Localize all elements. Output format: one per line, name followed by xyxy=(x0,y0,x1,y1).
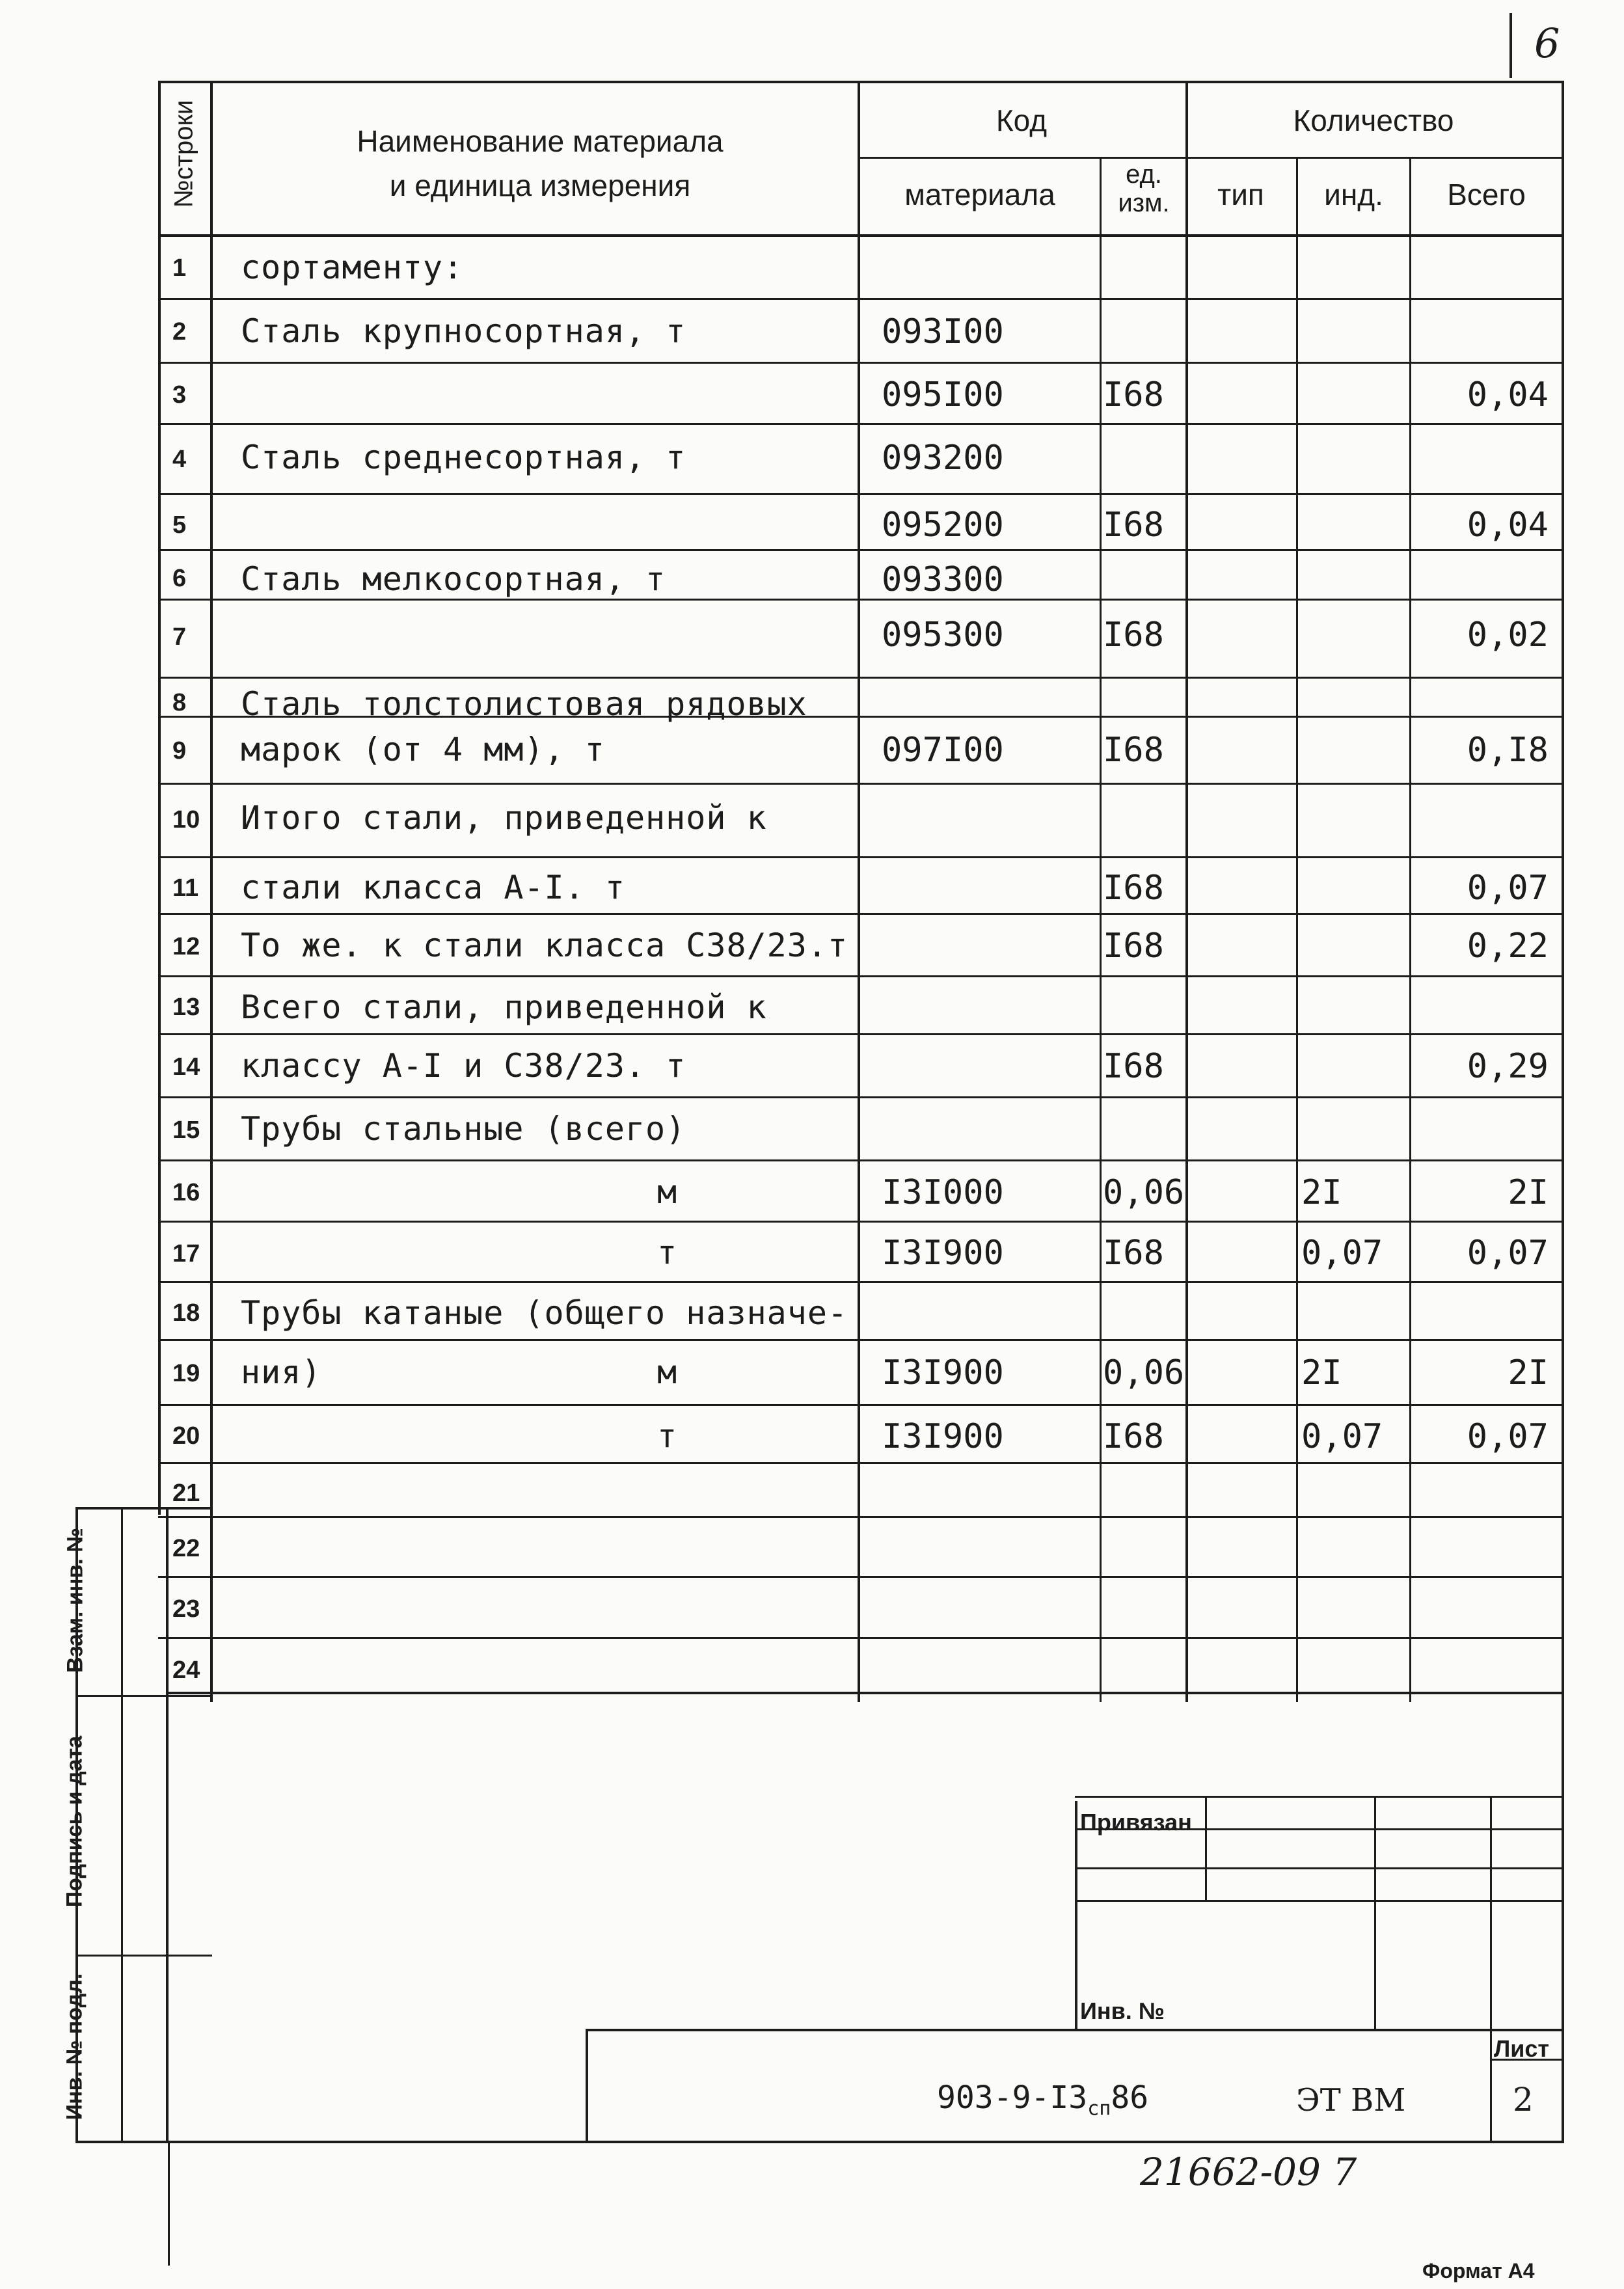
row-number: 9 xyxy=(172,737,187,765)
row-number: 14 xyxy=(172,1053,200,1081)
row-divider xyxy=(158,423,1563,425)
row-number: 23 xyxy=(172,1595,200,1623)
row-divider xyxy=(158,1404,1563,1406)
row-number: 6 xyxy=(172,565,187,593)
qty-total: 0,04 xyxy=(1467,375,1549,414)
qty-total: 0,07 xyxy=(1467,869,1549,908)
name-header-line2: и единица измерения xyxy=(389,169,691,202)
row-number: 7 xyxy=(172,623,187,651)
qty-total: 0,07 xyxy=(1467,1234,1549,1273)
material-code: I3I000 xyxy=(882,1172,1004,1212)
row-divider xyxy=(158,1339,1563,1341)
row-number: 24 xyxy=(172,1657,200,1685)
row-number: 12 xyxy=(172,932,200,960)
qty-total-header: Всего xyxy=(1447,178,1526,211)
unit-code: 0,06 xyxy=(1103,1172,1185,1212)
unit-code: I68 xyxy=(1103,927,1164,966)
podpis-data-label: Подпись и дата xyxy=(62,1735,87,1908)
page-number-divider xyxy=(1509,13,1512,78)
material-name: сортаменту: xyxy=(241,248,464,286)
row-number: 3 xyxy=(172,381,187,409)
material-code: 097I00 xyxy=(882,730,1004,770)
unit-code: I68 xyxy=(1103,1234,1164,1273)
qty-total: 0,22 xyxy=(1467,927,1549,966)
unit-code: I68 xyxy=(1103,869,1164,908)
doc-mark: ЭТ ВМ xyxy=(1296,2082,1406,2119)
list-label: Лист xyxy=(1494,2035,1550,2062)
row-divider xyxy=(158,913,1563,915)
doc-code-year: 86 xyxy=(1111,2079,1149,2116)
format-label: Формат А4 xyxy=(1422,2259,1535,2282)
material-name: стали класса А-I. т xyxy=(241,869,625,907)
row-number: 13 xyxy=(172,994,200,1022)
material-name: То же. к стали класса С38/23.т xyxy=(241,927,848,965)
row-number: 21 xyxy=(172,1479,200,1507)
material-name: Итого стали, приведенной к xyxy=(241,798,767,837)
unit-code: I68 xyxy=(1103,1416,1164,1456)
qty-total: 0,I8 xyxy=(1467,730,1549,770)
privyazan-label: Привязан xyxy=(1080,1809,1192,1835)
material-name: Сталь мелкосортная, т xyxy=(241,560,666,598)
qty-total: 2I xyxy=(1508,1353,1549,1392)
row-number: 10 xyxy=(172,806,200,834)
sheet-number: 2 xyxy=(1513,2081,1534,2119)
qty-ind: 2I xyxy=(1301,1172,1342,1212)
doc-code-main: 903-9-I3 xyxy=(937,2079,1088,2116)
row-number: 5 xyxy=(172,511,187,539)
material-code: 095I00 xyxy=(882,375,1004,414)
code-header: Код xyxy=(995,103,1048,137)
material-name: Трубы стальные (всего) xyxy=(241,1110,686,1148)
material-unit: м xyxy=(657,1353,678,1391)
qty-total: 2I xyxy=(1508,1172,1549,1212)
unit-code: I68 xyxy=(1103,730,1164,770)
row-number: 17 xyxy=(172,1239,200,1267)
row-divider xyxy=(158,1159,1563,1161)
qty-total: 0,29 xyxy=(1467,1047,1549,1087)
row-number: 16 xyxy=(172,1179,200,1207)
code-material-header: материала xyxy=(904,178,1055,211)
qty-ind-header: инд. xyxy=(1324,178,1383,211)
unit-code: I68 xyxy=(1103,505,1164,545)
material-unit: т xyxy=(657,1234,678,1272)
inv-podl-label: Инв. № подл. xyxy=(62,1973,87,2120)
material-code: I3I900 xyxy=(882,1416,1004,1456)
handwritten-number: 21662-09 7 xyxy=(1140,2150,1357,2194)
qty-ind: 0,07 xyxy=(1301,1234,1383,1273)
name-header-line1: Наименование материала xyxy=(357,124,724,158)
qty-total: 0,02 xyxy=(1467,616,1549,655)
qty-ind: 0,07 xyxy=(1301,1416,1383,1456)
row-divider xyxy=(158,549,1563,551)
row-divider xyxy=(158,1462,1563,1464)
row-number: 19 xyxy=(172,1360,200,1387)
material-name: марок (от 4 мм), т xyxy=(241,730,605,768)
row-divider xyxy=(158,975,1563,977)
material-code: 093I00 xyxy=(882,312,1004,351)
material-name: Трубы катаные (общего назначе- xyxy=(241,1293,848,1332)
vzam-inv-label: Взам. инв. № xyxy=(62,1527,88,1673)
row-divider xyxy=(158,1516,1563,1518)
binding-line xyxy=(168,2142,170,2266)
inv-no-label: Инв. № xyxy=(1080,1998,1165,2024)
row-number: 18 xyxy=(172,1299,200,1327)
row-divider xyxy=(158,362,1563,364)
page-number: 6 xyxy=(1534,20,1560,67)
material-code: 095300 xyxy=(882,616,1004,655)
material-unit: т xyxy=(657,1416,678,1455)
code-unit-header-line2: изм. xyxy=(1118,189,1170,217)
unit-code: I68 xyxy=(1103,375,1164,414)
material-name: Сталь среднесортная, т xyxy=(241,438,686,476)
row-number-header: №строки xyxy=(169,100,198,208)
row-divider xyxy=(158,1637,1563,1639)
row-divider xyxy=(158,856,1563,858)
material-code: I3I900 xyxy=(882,1234,1004,1273)
row-divider xyxy=(158,783,1563,785)
material-name: Всего стали, приведенной к xyxy=(241,988,767,1026)
row-divider xyxy=(158,493,1563,495)
material-name: Сталь толстолистовая рядовых xyxy=(241,685,807,724)
row-number: 22 xyxy=(172,1535,200,1563)
row-divider xyxy=(158,1033,1563,1035)
material-name: Сталь крупносортная, т xyxy=(241,312,686,350)
qty-type-header: тип xyxy=(1217,178,1264,211)
material-code: I3I900 xyxy=(882,1353,1004,1392)
row-divider xyxy=(158,1221,1563,1223)
material-name: ния) xyxy=(241,1353,322,1391)
row-divider xyxy=(158,1576,1563,1578)
row-number: 1 xyxy=(172,254,187,282)
row-number: 8 xyxy=(172,689,187,717)
doc-code-sub: сп xyxy=(1087,2097,1111,2120)
row-divider xyxy=(158,298,1563,300)
unit-code: I68 xyxy=(1103,616,1164,655)
row-divider xyxy=(158,1281,1563,1283)
quantity-header: Количество xyxy=(1293,103,1454,137)
qty-ind: 2I xyxy=(1301,1353,1342,1392)
doc-code xyxy=(937,2079,1148,2120)
material-code: 095200 xyxy=(882,505,1004,545)
material-code: 093300 xyxy=(882,560,1004,599)
material-unit: м xyxy=(657,1172,678,1211)
qty-total: 0,04 xyxy=(1467,505,1549,545)
row-number: 20 xyxy=(172,1422,200,1450)
code-unit-header-line1: ед. xyxy=(1126,160,1162,189)
row-divider xyxy=(158,677,1563,679)
row-divider xyxy=(158,1096,1563,1098)
row-number: 4 xyxy=(172,445,187,473)
unit-code: 0,06 xyxy=(1103,1353,1185,1392)
row-number: 15 xyxy=(172,1117,200,1144)
row-number: 11 xyxy=(172,874,199,902)
row-number: 2 xyxy=(172,318,187,346)
material-name: классу А-I и С38/23. т xyxy=(241,1047,686,1085)
row-divider xyxy=(158,599,1563,601)
unit-code: I68 xyxy=(1103,1047,1164,1087)
material-code: 093200 xyxy=(882,438,1004,478)
qty-total: 0,07 xyxy=(1467,1416,1549,1456)
